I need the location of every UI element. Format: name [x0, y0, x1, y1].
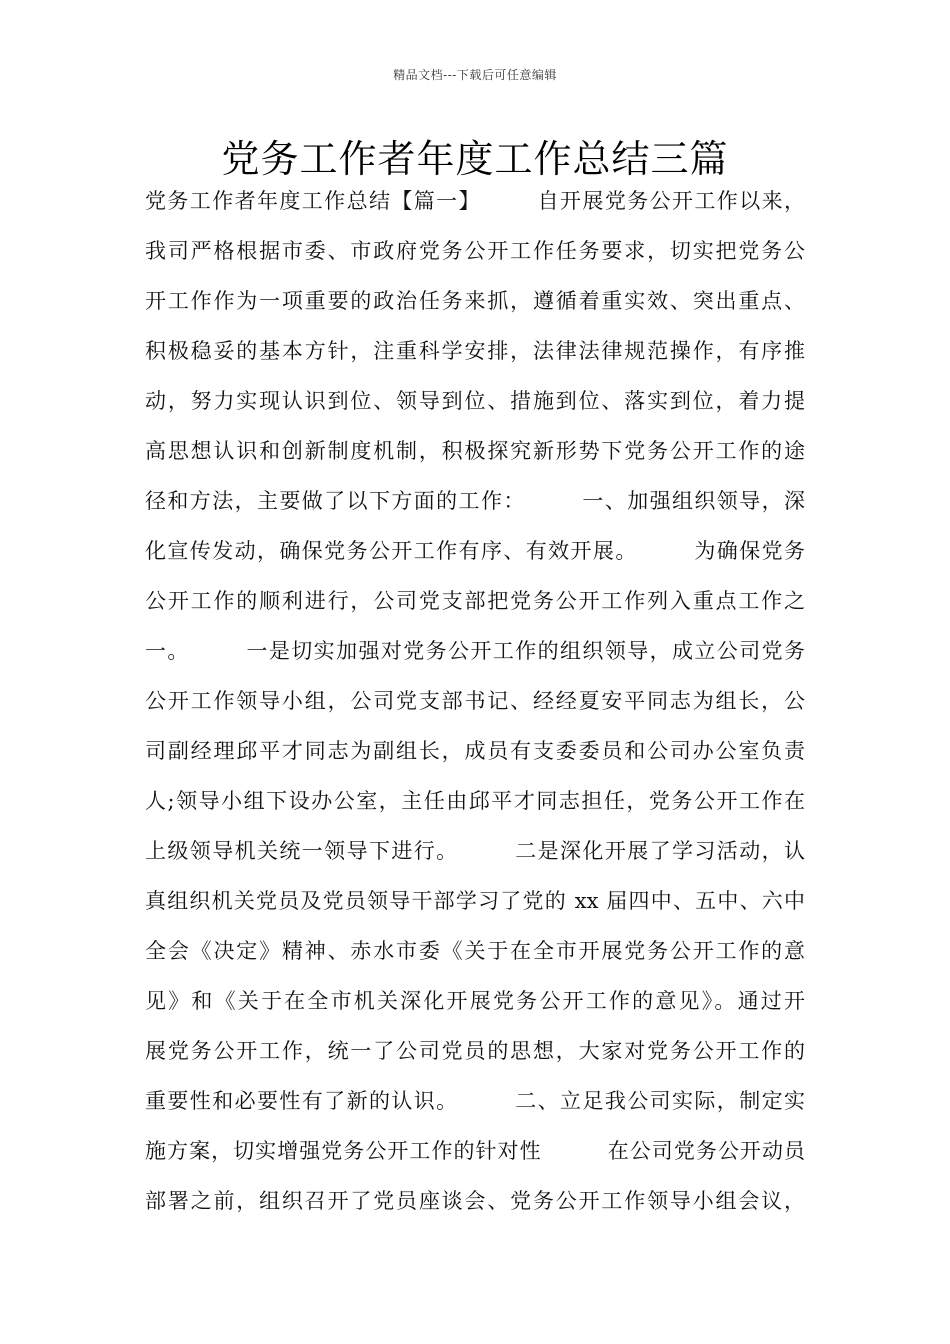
body-line: 化宣传发动，确保党务公开工作有序、有效开展。 为确保党务: [145, 539, 805, 563]
body-line: 一。 一是切实加强对党务公开工作的组织领导，成立公司党务: [145, 639, 805, 663]
body-line: 见》和《关于在全市机关深化开展党务公开工作的意见》。通过开: [145, 989, 805, 1013]
body-line: 公开工作领导小组，公司党支部书记、经经夏安平同志为组长，公: [145, 689, 805, 713]
document-body: [145, 180, 805, 1230]
body-line: 部署之前，组织召开了党员座谈会、党务公开工作领导小组会议，: [145, 1189, 805, 1213]
body-line: 重要性和必要性有了新的认识。 二、立足我公司实际，制定实: [145, 1089, 805, 1113]
body-line: 施方案，切实增强党务公开工作的针对性 在公司党务公开动员: [145, 1139, 805, 1163]
body-line: 高思想认识和创新制度机制，积极探究新形势下党务公开工作的途: [145, 439, 805, 463]
body-line: 司副经理邱平才同志为副组长，成员有支委委员和公司办公室负责: [145, 739, 805, 763]
body-line: 上级领导机关统一领导下进行。 二是深化开展了学习活动，认: [145, 839, 805, 863]
body-line: 径和方法，主要做了以下方面的工作： 一、加强组织领导，深: [145, 489, 805, 513]
body-line: 积极稳妥的基本方针，注重科学安排，法律法律规范操作，有序推: [145, 339, 805, 363]
document-title: 党务工作者年度工作总结三篇: [221, 137, 729, 181]
header-note: 精品文档---下载后可任意编辑: [393, 68, 557, 82]
body-line: 动，努力实现认识到位、领导到位、措施到位、落实到位，着力提: [145, 389, 805, 413]
body-line: 全会《决定》精神、赤水市委《关于在全市开展党务公开工作的意: [145, 939, 805, 963]
body-line: 展党务公开工作，统一了公司党员的思想，大家对党务公开工作的: [145, 1039, 805, 1063]
body-line: 党务工作者年度工作总结【篇一】 自开展党务公开工作以来，: [145, 189, 805, 213]
body-line: 开工作作为一项重要的政治任务来抓，遵循着重实效、突出重点、: [145, 289, 805, 313]
body-line: 真组织机关党员及党员领导干部学习了党的 xx 届四中、五中、六中: [145, 889, 805, 913]
body-line: 公开工作的顺利进行，公司党支部把党务公开工作列入重点工作之: [145, 589, 805, 613]
body-line: 我司严格根据市委、市政府党务公开工作任务要求，切实把党务公: [145, 239, 805, 263]
body-line: 人;领导小组下设办公室，主任由邱平才同志担任，党务公开工作在: [145, 789, 805, 813]
